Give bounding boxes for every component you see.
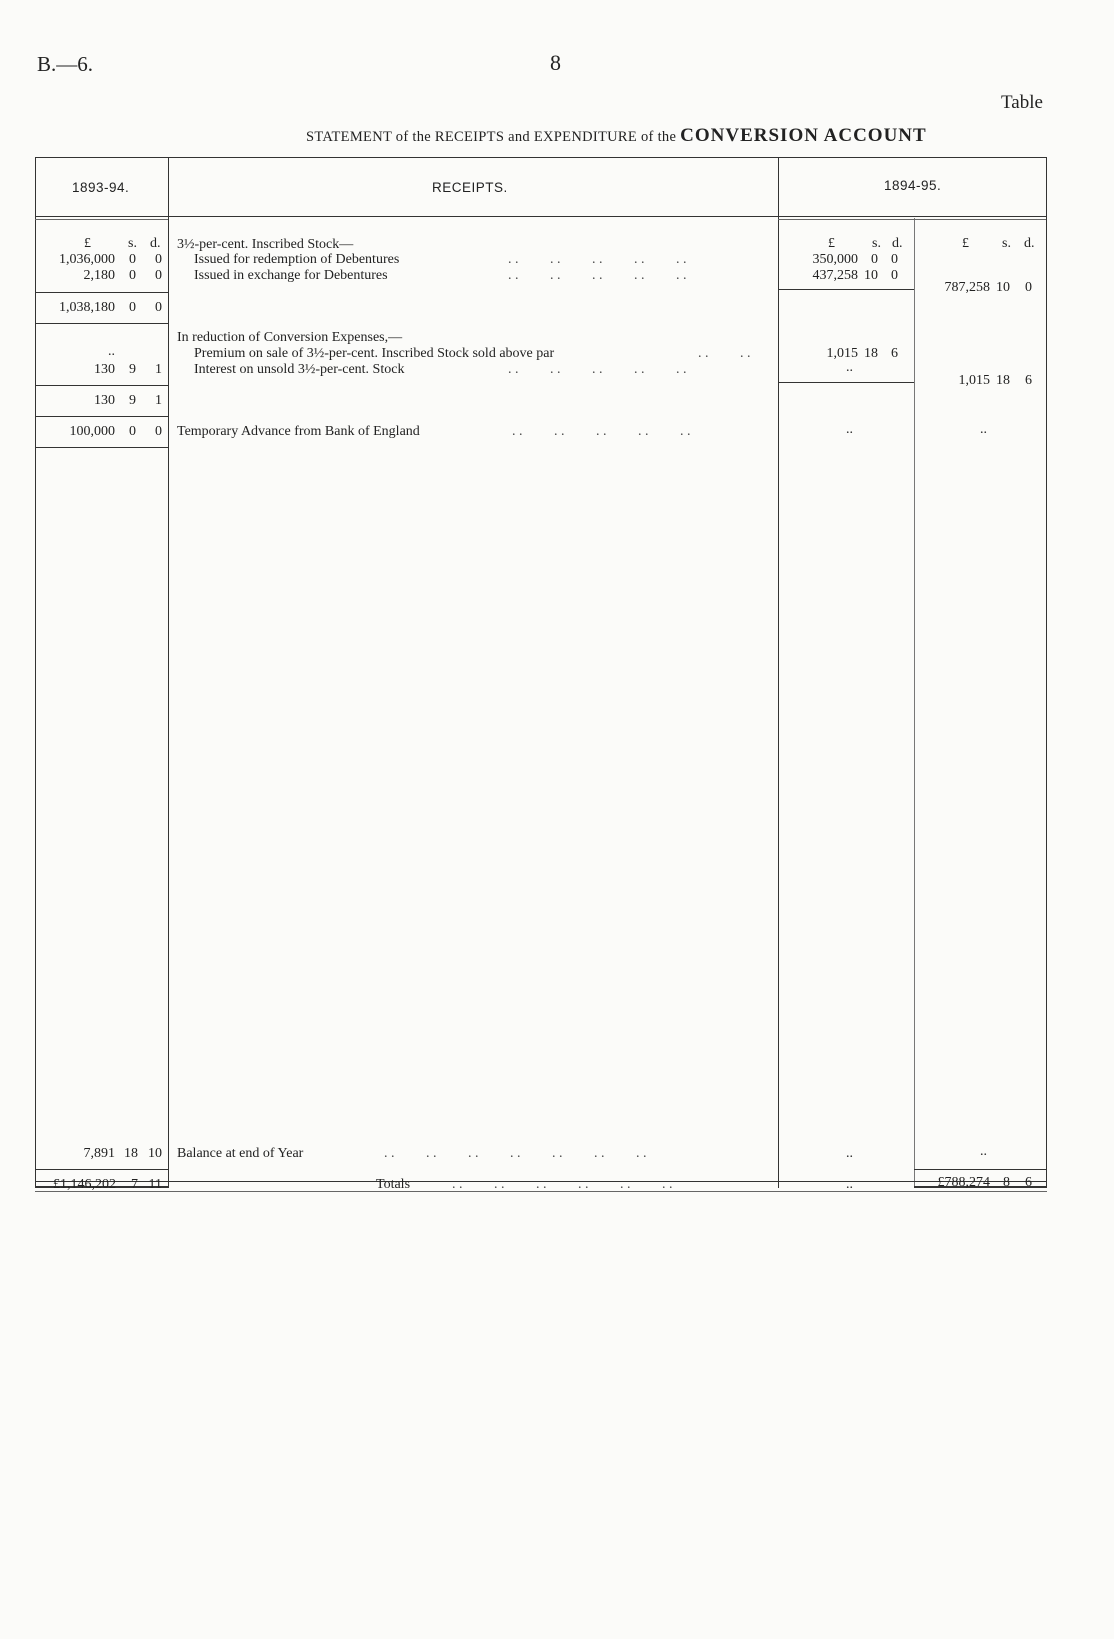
subtotal-shillings: 9 [129, 393, 136, 408]
reduction-line-interest: Interest on unsold 3½-per-cent. Stock [194, 362, 405, 377]
amount-placeholder: .. [108, 344, 115, 359]
total-pounds: £1,146,202 [53, 1177, 116, 1192]
statement-title [306, 125, 927, 147]
amount-pence: 10 [148, 1146, 162, 1161]
amount-placeholder: .. [846, 422, 853, 437]
unit-pound: £ [84, 236, 91, 251]
amount-shillings: 0 [129, 268, 136, 283]
subtotal-pounds: 1,038,180 [59, 300, 115, 315]
stock-line-exchange: Issued in exchange for Debentures [194, 268, 388, 283]
total-shillings: 8 [1003, 1175, 1010, 1190]
amount-placeholder: .. [846, 1177, 853, 1192]
unit-shillings: s. [872, 236, 881, 251]
amount-placeholder: .. [980, 422, 987, 437]
amount-pence: 0 [155, 424, 162, 439]
total-pence: 6 [1025, 1175, 1032, 1190]
subtotal-pence: 6 [1025, 373, 1032, 388]
amount-pence: 0 [891, 252, 898, 267]
unit-pence: d. [150, 236, 161, 251]
amount-pence: 1 [155, 362, 162, 377]
unit-pound: £ [828, 236, 835, 251]
subtotal-pence: 1 [155, 393, 162, 408]
unit-pound: £ [962, 236, 969, 251]
leader-dots: . . . . . . . . . . [508, 362, 687, 377]
subtotal-pounds: 130 [94, 393, 115, 408]
column-header-1894: 1894-95. [884, 178, 942, 193]
statement-account: CONVERSION ACCOUNT [680, 125, 927, 146]
reduction-section-title: In reduction of Conversion Expenses,— [177, 330, 403, 345]
amount-shillings: 0 [129, 252, 136, 267]
amount-pence: 0 [155, 268, 162, 283]
advance-label: Temporary Advance from Bank of England [177, 424, 420, 439]
amount-pounds: 350,000 [812, 252, 858, 267]
table-label: Table [1001, 92, 1043, 113]
leader-dots: . . . . . . . . . . [508, 252, 687, 267]
reduction-line-premium: Premium on sale of 3½-per-cent. Inscribed Stock sold above par [194, 346, 555, 361]
amount-placeholder: .. [846, 1146, 853, 1161]
amount-pounds: 130 [94, 362, 115, 377]
subtotal-pounds: 1,015 [958, 373, 990, 388]
subtotal-pence: 0 [155, 300, 162, 315]
unit-shillings: s. [1002, 236, 1011, 251]
totals-label: Totals [376, 1177, 411, 1192]
subtotal-shillings: 10 [996, 280, 1010, 295]
amount-shillings: 10 [864, 268, 878, 283]
leader-dots: . . . . . . . . . . . . . . [384, 1146, 647, 1161]
total-pence: 11 [148, 1177, 162, 1192]
stock-line-redemption: Issued for redemption of Debentures [194, 252, 400, 267]
amount-shillings: 18 [864, 346, 878, 361]
amount-pounds: 7,891 [83, 1146, 115, 1161]
total-pounds: £788,274 [937, 1175, 990, 1190]
subtotal-pounds: 787,258 [944, 280, 990, 295]
balance-label: Balance at end of Year [177, 1146, 304, 1161]
amount-pounds: 1,036,000 [59, 252, 115, 267]
subtotal-pence: 0 [1025, 280, 1032, 295]
stock-section-title: 3½-per-cent. Inscribed Stock— [177, 237, 354, 252]
unit-pence: d. [892, 236, 903, 251]
amount-placeholder: .. [980, 1144, 987, 1159]
page-number: 8 [550, 50, 561, 75]
leader-dots: . . . . . . . . . . [512, 424, 691, 439]
amount-pence: 6 [891, 346, 898, 361]
amount-placeholder: .. [846, 360, 853, 375]
amount-pounds: 437,258 [812, 268, 858, 283]
amount-pounds: 100,000 [69, 424, 115, 439]
column-header-1893: 1893-94. [72, 180, 130, 195]
subtotal-shillings: 0 [129, 300, 136, 315]
amount-shillings: 0 [871, 252, 878, 267]
amount-shillings: 9 [129, 362, 136, 377]
leader-dots: . . . . [698, 346, 751, 361]
subtotal-shillings: 18 [996, 373, 1010, 388]
leader-dots: . . . . . . . . . . . . [452, 1177, 673, 1192]
amount-pence: 0 [155, 252, 162, 267]
amount-shillings: 0 [129, 424, 136, 439]
unit-shillings: s. [128, 236, 137, 251]
amount-pounds: 2,180 [83, 268, 115, 283]
document-reference: B.—6. [37, 52, 94, 76]
leader-dots: . . . . . . . . . . [508, 268, 687, 283]
amount-pounds: 1,015 [826, 346, 858, 361]
column-header-receipts: RECEIPTS. [432, 180, 508, 195]
amount-pence: 0 [891, 268, 898, 283]
statement-prefix: STATEMENT of the RECEIPTS and EXPENDITURE of the [306, 129, 677, 145]
unit-pence: d. [1024, 236, 1035, 251]
amount-shillings: 18 [124, 1146, 138, 1161]
total-shillings: 7 [131, 1177, 138, 1192]
